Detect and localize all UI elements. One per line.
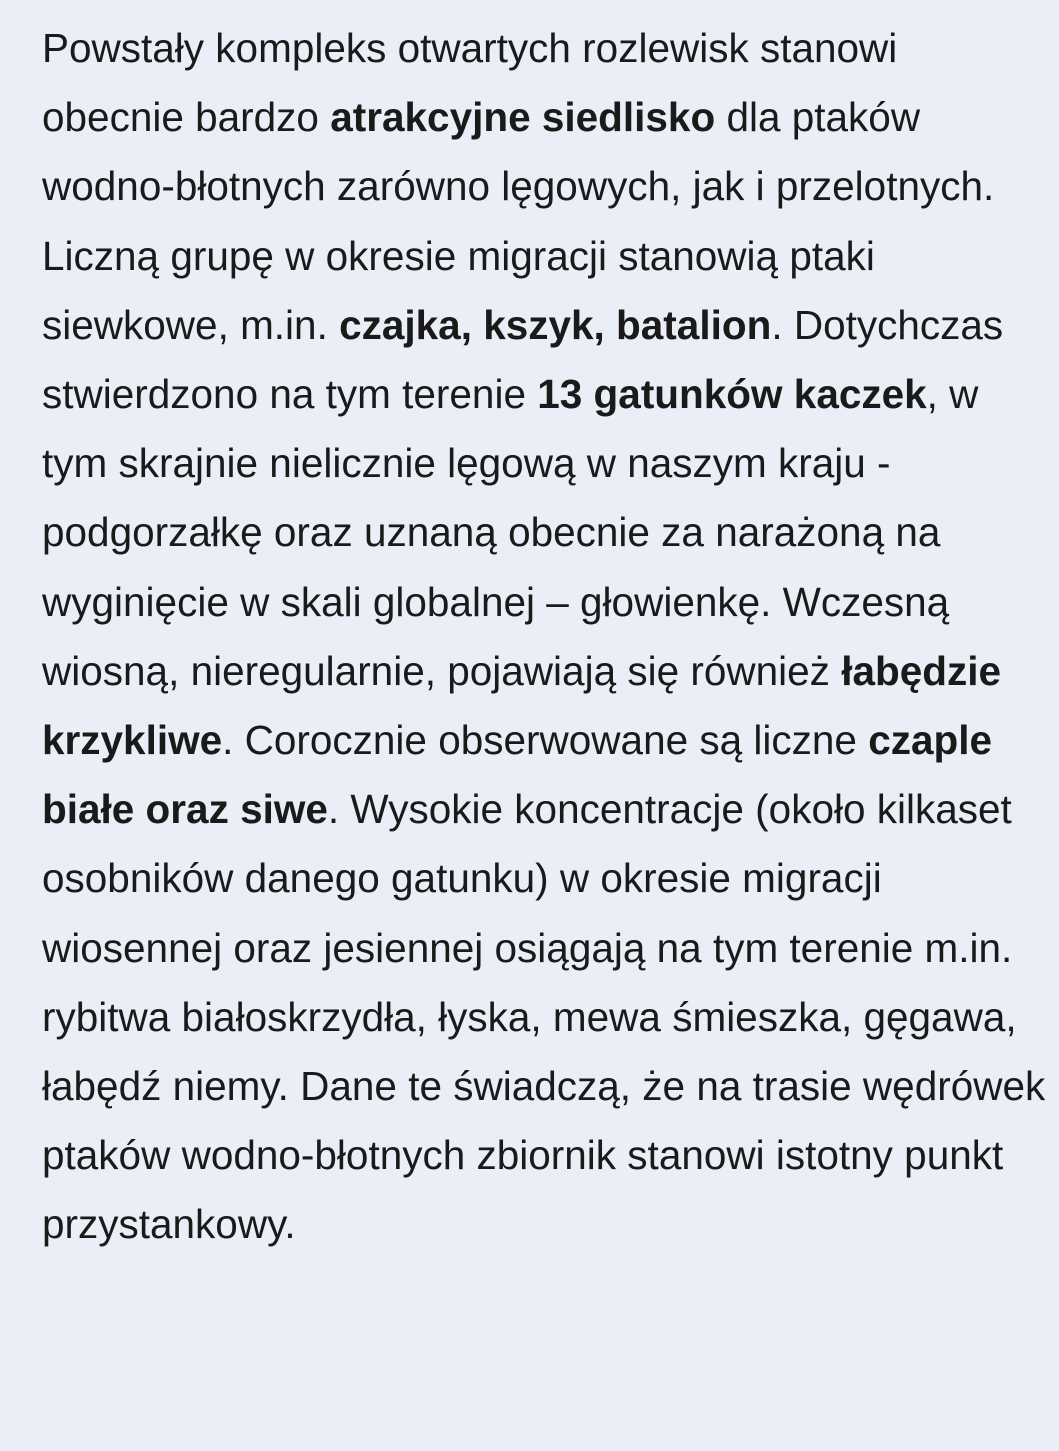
text-segment: . Wysokie koncentracje (około kilkaset osobników danego gatunku) w okresie migracji wiosennej oraz jesiennej osiągają na tym terenie m.in. rybitwa białoskrzydła, łyska, mewa śmieszka, gęgawa, łabędź niemy. Dane te świadczą, że na trasie wędrówek ptaków wodno-błotnych zbiornik stanowi istotny punkt przystankowy. (42, 786, 1046, 1248)
text-segment: , w tym skrajnie nielicznie lęgową w naszym kraju - podgorzałkę oraz uznaną obecnie za narażoną na wyginięcie w skali globalnej – głowienkę. Wczesną wiosną, nieregularnie, pojawiają się również (42, 371, 979, 694)
highlight-shorebirds: czajka, kszyk, batalion (339, 301, 772, 348)
highlight-duck-species: 13 gatunków kaczek (537, 371, 927, 418)
highlight-swans: łabędzie krzykliwe (42, 647, 1001, 764)
text-segment: Powstały kompleks otwartych rozlewisk stanowi obecnie bardzo (42, 25, 898, 141)
text-segment: dla ptaków wodno-błotnych zarówno lęgowych, jak i przelotnych. Liczną grupę w okresie migracji stanowią ptaki siewkowe, m.in. (42, 94, 995, 348)
text-segment: . Dotychczas stwierdzono na tym terenie (42, 301, 1004, 418)
text-segment: . Corocznie obserwowane są liczne (222, 717, 869, 764)
article-paragraph (42, 14, 1047, 1260)
highlight-habitat: atrakcyjne siedlisko (330, 94, 716, 141)
highlight-herons: czaple białe oraz siwe (42, 717, 993, 833)
